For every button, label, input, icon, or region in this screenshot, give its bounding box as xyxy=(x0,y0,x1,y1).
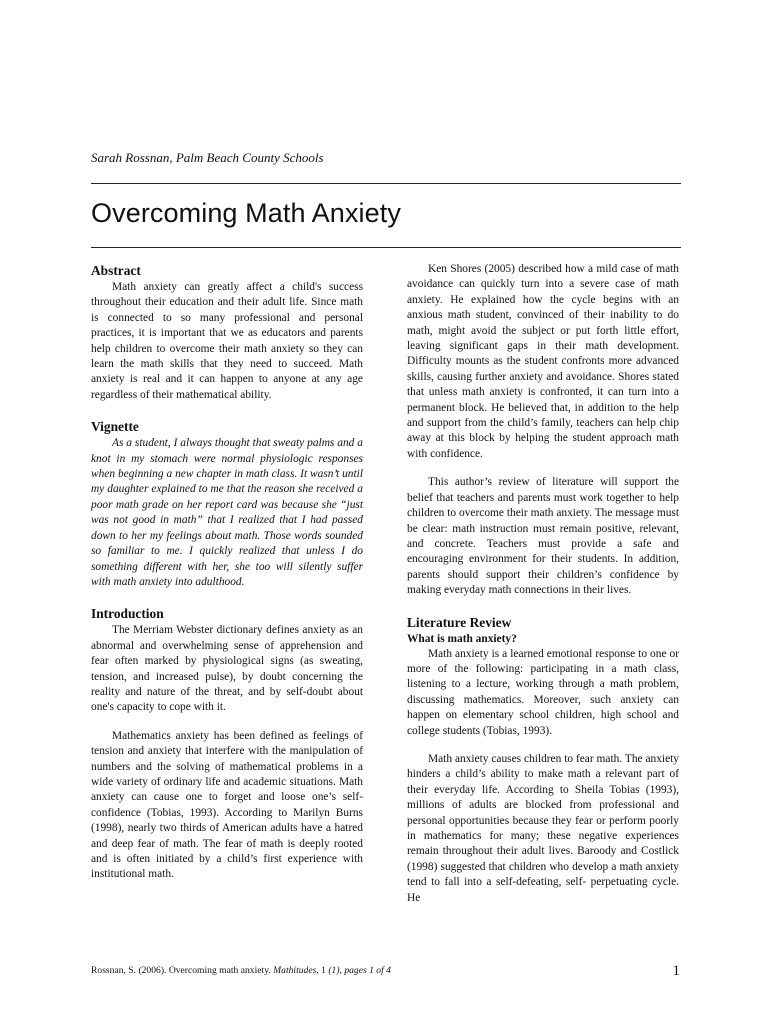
page-number: 1 xyxy=(672,963,680,979)
author-affiliation: Sarah Rossnan, Palm Beach County Schools xyxy=(91,150,324,165)
journal-name: Mathitudes xyxy=(273,965,317,976)
introduction-paragraph: Mathematics anxiety has been defined as feelings of tension and anxiety that interfere with the manipulation of numbers and the solving of mathematical problems in a wide variety of ordinary life and academic situations. Math anxiety can cause one to forget and loose one’s self-confidence (Tobias, 1993). According to Marilyn Burns (1998), nearly two thirds of American adults have a hatred and deep fear of math. The fear of math is deeply rooted and is often initiated by a child’s first experience with institutional math. xyxy=(91,729,363,881)
page-title: Overcoming Math Anxiety xyxy=(91,198,401,228)
right-column xyxy=(407,262,679,906)
abstract-text: Math anxiety can greatly affect a child's success throughout their education and their adult life. Since math is connected to so many professional and personal practices, it is important that we as educators and parents help children to overcome their math anxiety so they can learn the math skills that they need to succeed. Math anxiety is real and it can happen to anyone at any age regardless of their mathematical ability. xyxy=(91,281,363,401)
body-paragraph: This author’s review of literature will support the belief that teachers and parents must work together to help children to overcome their math anxiety. The message must be clear: math instruction must remain positive, relevant, and concrete. Teachers must provide a safe and encouraging environment for their students. In addition, parents should support their children’s confidence by making everyday math connections in their lives. xyxy=(407,476,679,597)
body-paragraph: Ken Shores (2005) described how a mild case of math avoidance can quickly turn into a severe case of math anxiety. He explained how the cycle begins with an anxious math student, convinced of their inability to do math, might avoid the subject or put forth little effort, leaving significant gaps in their math development. Difficulty mounts as the student confronts more advanced skills, causing further anxiety and avoidance. Shores stated that unless math anxiety is confronted, it can turn into a permanent block. He believed that, in addition to the help and support from the child’s family, teachers can help chip away at this block by helping the student approach math with confidence. xyxy=(407,263,679,460)
literature-review-heading: Literature Review xyxy=(407,614,512,630)
footer-citation xyxy=(91,965,391,976)
header-divider-bottom xyxy=(91,247,681,248)
issue-pages: (1), pages 1 of 4 xyxy=(328,965,391,976)
vignette-text: As a student, I always thought that sweaty palms and a knot in my stomach were normal physiologic responses when beginning a new chapter in math class. It wasn’t until my daughter explained to me that the reason she received a poor math grade on her report card was because she “just was not good in math” that I realized that I had passed down to her my feelings about math. Those words sounded so familiar to me. I quickly realized that unless I do something different with her, she too will silently suffer with math anxiety into adulthood. xyxy=(91,437,363,588)
header-divider-top xyxy=(91,183,681,184)
introduction-heading: Introduction xyxy=(91,606,164,622)
literature-paragraph: Math anxiety causes children to fear math. The anxiety hinders a child’s ability to make math a relevant part of their everyday life. According to Sheila Tobias (1993), millions of adults are blocked from professional and personal opportunities because they fear or perform poorly in mathematics for many; these negative experiences remain throughout their adult lives. Baroody and Costlick (1998) suggested that children who develop a math anxiety tend to fall into a self-defeating, self- perpetuating cycle. He xyxy=(407,752,679,904)
literature-paragraph: Math anxiety is a learned emotional response to one or more of the following: participating in a math class, listening to a lecture, working through a math problem, discussing mathematics. Moreover, such anxiety can happen on elementary school children, high school and college students (Tobias, 1993). xyxy=(407,647,679,737)
what-is-math-anxiety-subheading: What is math anxiety? xyxy=(407,632,517,645)
left-column xyxy=(91,262,363,883)
citation-text: Rossnan, S. (2006). Overcoming math anxiety. xyxy=(91,965,274,976)
vignette-heading: Vignette xyxy=(91,419,139,435)
introduction-paragraph: The Merriam Webster dictionary defines anxiety as an abnormal and overwhelming sense of apprehension and fear often marked by physiological signs (as sweating, tension, and increased pulse), by doubt concerning the reality and nature of the threat, and by self-doubt about one's capacity to cope with it. xyxy=(91,624,363,714)
abstract-heading: Abstract xyxy=(91,263,141,278)
volume: , 1 xyxy=(316,965,329,976)
